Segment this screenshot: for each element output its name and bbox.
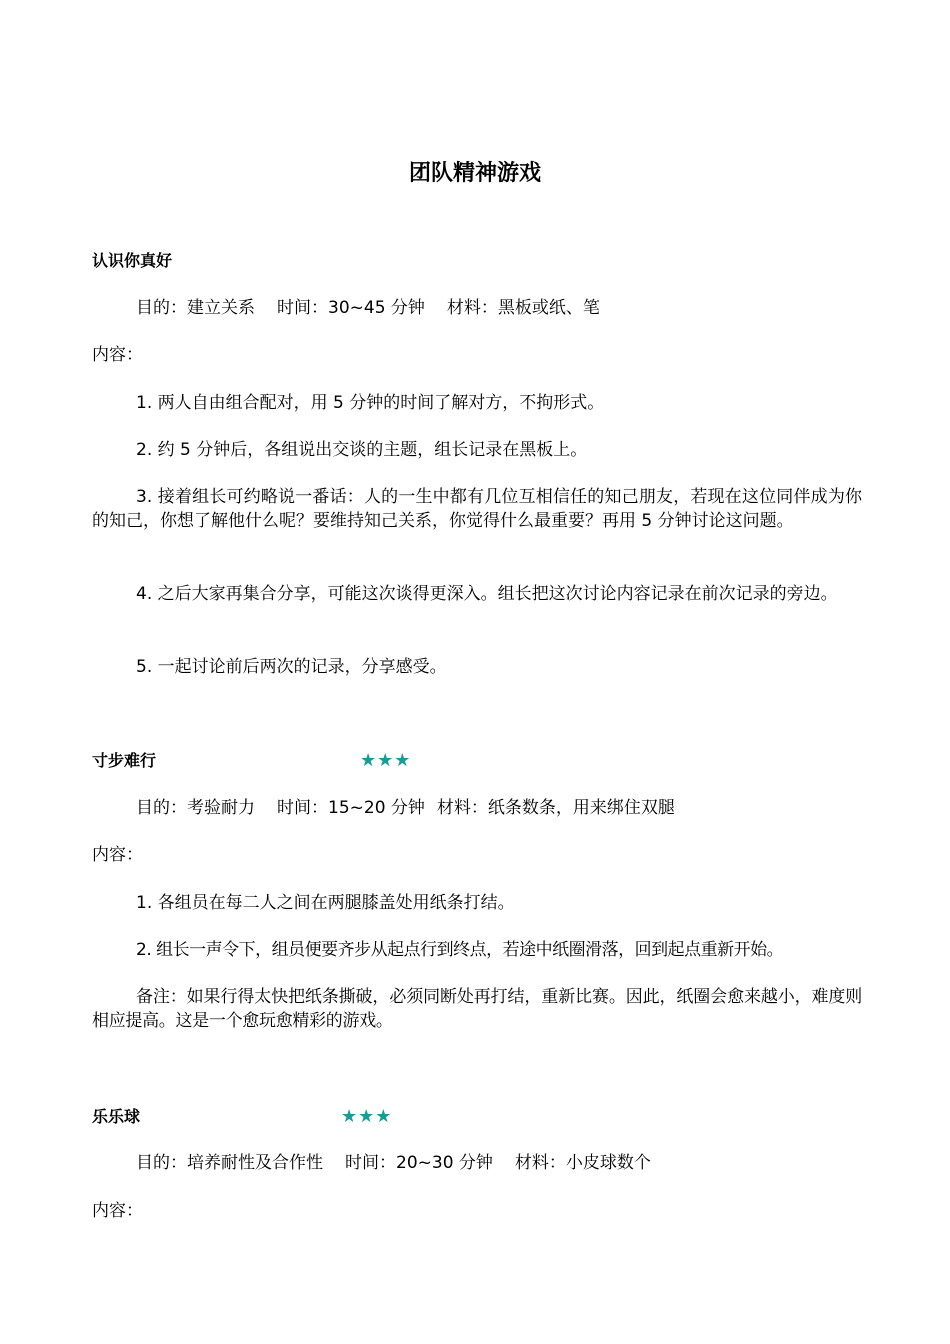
note: 备注：如果行得太快把纸条撕破，必须同断处再打结，重新比赛。因此，纸圈会愈来越小，难度则相应提高。这是一个愈玩愈精彩的游戏。 [92, 987, 862, 1031]
section-meta [136, 296, 862, 320]
document-title: 团队精神游戏 [408, 161, 541, 186]
content-label: 内容： [92, 845, 143, 865]
list-item: 1. 各组员在每二人之间在两腿膝盖处用纸条打结。 [136, 893, 515, 913]
content-label: 内容： [92, 345, 143, 365]
meta-time: 时间：20~30 分钟 [345, 1153, 493, 1173]
meta-materials: 材料：小皮球数个 [514, 1153, 651, 1173]
meta-purpose: 目的：培养耐性及合作性 [136, 1153, 323, 1173]
section-heading: 乐乐球 [92, 1107, 141, 1126]
meta-purpose: 目的：考验耐力 [136, 798, 255, 818]
section-meta [136, 796, 862, 820]
content-label: 内容： [92, 1201, 143, 1221]
meta-time: 时间：15~20 分钟 [277, 798, 425, 818]
rating-stars: ★★★ [341, 1106, 393, 1127]
section-heading: 寸步难行 [92, 751, 157, 770]
meta-time: 时间：30~45 分钟 [277, 298, 425, 318]
section-meta [136, 1151, 862, 1175]
rating-stars: ★★★ [360, 750, 412, 771]
list-item: 5. 一起讨论前后两次的记录，分享感受。 [136, 657, 447, 677]
meta-purpose: 目的：建立关系 [136, 298, 255, 318]
meta-materials: 材料：黑板或纸、笔 [446, 298, 600, 318]
list-item: 1. 两人自由组合配对，用 5 分钟的时间了解对方，不拘形式。 [136, 393, 605, 413]
list-item: 2. 约 5 分钟后，各组说出交谈的主题，组长记录在黑板上。 [136, 440, 588, 460]
section-heading: 认识你真好 [92, 251, 173, 270]
list-item: 4. 之后大家再集合分享，可能这次谈得更深入。组长把这次讨论内容记录在前次记录的旁边。 [136, 584, 838, 604]
list-item: 3. 接着组长可约略说一番话：人的一生中都有几位互相信任的知己朋友，若现在这位同伴成为你的知己，你想了解他什么呢？要维持知己关系，你觉得什么最重要？再用 5 分钟讨论这问题。 [92, 487, 862, 531]
list-item: 2. 组长一声令下，组员便要齐步从起点行到终点，若途中纸圈滑落，回到起点重新开始。 [136, 940, 784, 960]
meta-materials: 材料：纸条数条，用来绑住双腿 [436, 798, 675, 818]
